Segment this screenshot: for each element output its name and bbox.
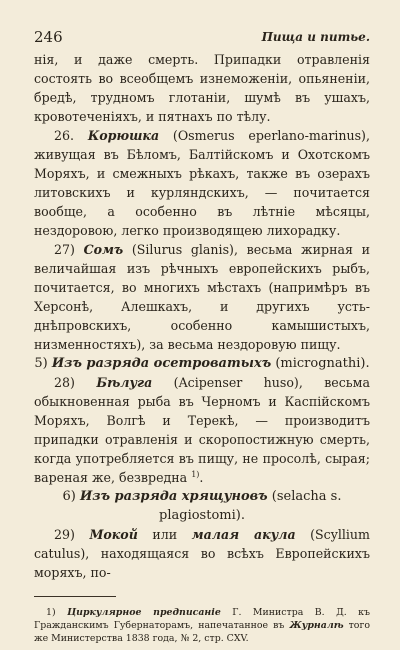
- paragraph-continuation: нія, и даже смерть. Припадки отравленія состоять во всеобщемъ изнеможеніи, опьяненіи, бредѣ, трудномъ глотаніи, шумѣ въ ушахъ, кровотеченіяхъ, и пятнахъ по тѣлу.: [34, 52, 370, 124]
- fish-name: Сомъ: [83, 242, 124, 257]
- page-header: [34, 28, 370, 50]
- paragraph-number: 28): [54, 375, 75, 390]
- heading-latin: (micrognathi).: [275, 356, 370, 371]
- paragraph-text: (Scyllium catulus), находящаяся во всѣхъ Европейскихъ моряхъ, по-: [34, 527, 370, 580]
- fish-name: Бѣлуга: [96, 375, 153, 390]
- heading-number: 6): [62, 489, 76, 504]
- paragraph-number: 29): [54, 527, 75, 542]
- heading-title: Изъ разряда хрящуновъ: [80, 489, 268, 504]
- paragraph-29: [34, 525, 370, 582]
- fish-name-alt: малая акула: [191, 527, 296, 542]
- heading-title: Изъ разряда осетроватыхъ: [51, 356, 272, 371]
- paragraph-number: 26.: [54, 128, 75, 143]
- footnote-text: того же Министерства 1838 года, № 2, стр. CXV.: [34, 620, 371, 645]
- footnote-text: Г. Министра В. Д. къ Гражданскимъ Губернаторамъ, напечатанное въ: [34, 607, 370, 632]
- fish-name: Корюшка: [87, 128, 160, 143]
- footnote-ref[interactable]: 1): [191, 469, 200, 479]
- paragraph-26: [34, 126, 370, 240]
- paragraph-number: 27): [54, 242, 75, 257]
- fish-name: Мокой: [89, 527, 138, 542]
- running-head: Пища и питье.: [261, 30, 370, 44]
- paragraph-text: (Osmerus eperlano-marinus), живущая въ Бѣломъ, Балтійскомъ и Охотскомъ Моряхъ, и смежныхъ рѣкахъ, также въ озерахъ литовскихъ и курляндскихъ, — почитается вообще, а особенно въ лѣтніе мѣсяцы, нездоровою, легко производящею лихорадку.: [34, 128, 370, 238]
- section-heading-5: [34, 354, 370, 373]
- paragraph-text: или: [152, 527, 178, 542]
- paragraph-text: (Acipenser huso), весьма обыкновенная рыба въ Черномъ и Каспійскомъ Моряхъ, Волгѣ и Терекѣ, — производитъ припадки отравленія и скоропостижную смерть, когда употребляется въ пищу, не просолѣ, сырая; вареная же, безвредна: [34, 375, 370, 485]
- footnote-marker: 1): [46, 607, 56, 619]
- page-body: [34, 50, 370, 582]
- footnote-title: Циркулярное предписаніе: [67, 607, 221, 619]
- footnote: [34, 606, 370, 645]
- heading-latin: (selacha s. plagiostomi).: [159, 489, 342, 523]
- footnote-journal: Журналѣ: [289, 620, 344, 632]
- footnote-divider: [34, 596, 116, 597]
- paragraph-27: [34, 240, 370, 354]
- paragraph-text: (Silurus glanis), весьма жирная и величайшая изъ рѣчныхъ европейскихъ рыбъ, почитается, во многихъ мѣстахъ (напримѣръ въ Херсонѣ, Алешкахъ, и другихъ усть-днѣпровскихъ, особенно камышистыхъ, низменностяхъ), за весьма нездоровую пищу.: [34, 242, 370, 352]
- page-number: 246: [34, 28, 63, 46]
- section-heading-6: [34, 487, 370, 525]
- paragraph-28: 28) Бѣлуга (Acipenser huso), весьма обыкновенная рыба въ Черномъ и Каспійскомъ Моряхъ, Волгѣ и Терекѣ, — производитъ припадки отравленія и скоропостижную смерть, когда употребляется въ пищу, не просолѣ, сырая; вареная же, безвредна $^{1)}$.: [34, 375, 370, 485]
- heading-number: 5): [34, 356, 48, 371]
